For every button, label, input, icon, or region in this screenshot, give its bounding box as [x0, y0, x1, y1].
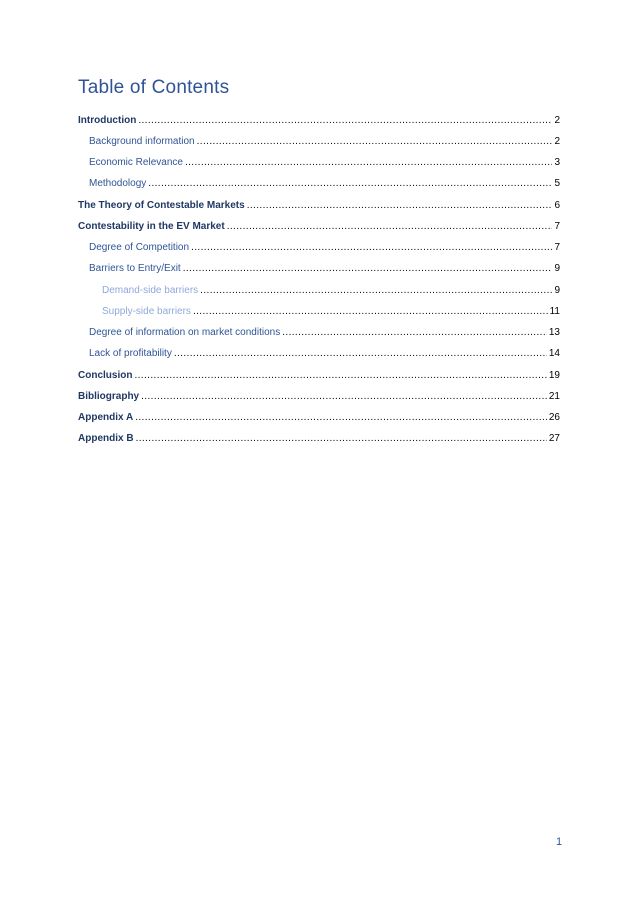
toc-entry-title[interactable]: Introduction: [78, 114, 137, 126]
toc-leader: [197, 136, 553, 148]
toc-heading: Table of Contents: [78, 77, 230, 98]
toc-entry[interactable]: [78, 429, 560, 450]
toc-entry[interactable]: [78, 174, 560, 195]
toc-leader: [134, 370, 546, 382]
toc-entry-title[interactable]: Bibliography: [78, 390, 140, 402]
toc-leader: [148, 178, 552, 190]
toc-leader: [200, 285, 552, 297]
toc-leader: [227, 221, 553, 233]
toc-entry-title[interactable]: Degree of Competition: [89, 242, 190, 254]
toc-entry[interactable]: [78, 216, 560, 237]
toc-entry-page[interactable]: 9: [554, 263, 560, 275]
toc-entry[interactable]: [78, 301, 560, 322]
toc-entry-page[interactable]: 27: [548, 433, 560, 445]
page-number: 1: [555, 836, 563, 848]
toc-entry[interactable]: [78, 110, 560, 131]
toc-entry-title[interactable]: Methodology: [89, 178, 147, 190]
toc-leader: [193, 306, 548, 318]
toc-entry-page[interactable]: 9: [554, 284, 560, 296]
toc-entry-title[interactable]: Appendix B: [78, 433, 134, 445]
toc-entry-title[interactable]: Degree of information on market conditions: [89, 327, 281, 339]
toc-entry[interactable]: [78, 344, 560, 365]
toc-entry[interactable]: [78, 365, 560, 386]
toc-entry-title[interactable]: Barriers to Entry/Exit: [89, 263, 181, 275]
toc-entry-page[interactable]: 6: [554, 199, 560, 211]
toc-leader: [135, 412, 547, 424]
toc-entry-title[interactable]: Lack of profitability: [89, 348, 172, 360]
toc-entry[interactable]: [78, 238, 560, 259]
toc-leader: [282, 327, 547, 339]
toc-entry-title[interactable]: Supply-side barriers: [102, 305, 191, 317]
toc-entry-page[interactable]: 5: [554, 178, 560, 190]
toc-leader: [247, 200, 553, 212]
toc-entry[interactable]: [78, 280, 560, 301]
toc-entry-title[interactable]: Demand-side barriers: [102, 284, 199, 296]
toc-entry-title[interactable]: Background information: [89, 135, 195, 147]
toc-entry[interactable]: [78, 195, 560, 216]
toc-entry[interactable]: [78, 131, 560, 152]
toc-entry-title[interactable]: The Theory of Contestable Markets: [78, 199, 245, 211]
toc-leader: [183, 263, 553, 275]
toc-entry[interactable]: [78, 323, 560, 344]
toc-entry-page[interactable]: 11: [549, 305, 560, 317]
toc-entry-page[interactable]: 3: [554, 157, 560, 169]
toc-list: [78, 110, 560, 450]
toc-entry-page[interactable]: 7: [554, 220, 560, 232]
toc-entry-title[interactable]: Economic Relevance: [89, 157, 183, 169]
toc-leader: [141, 391, 547, 403]
toc-leader: [136, 433, 547, 445]
toc-entry-page[interactable]: 13: [548, 327, 560, 339]
toc-entry-title[interactable]: Conclusion: [78, 369, 133, 381]
toc-leader: [174, 348, 547, 360]
toc-entry-page[interactable]: 14: [548, 348, 560, 360]
toc-leader: [191, 242, 552, 254]
toc-entry-title[interactable]: Contestability in the EV Market: [78, 220, 225, 232]
toc-entry-page[interactable]: 21: [548, 390, 560, 402]
toc-entry[interactable]: [78, 153, 560, 174]
toc-leader: [138, 115, 552, 127]
toc-leader: [185, 157, 553, 169]
toc-entry-page[interactable]: 2: [554, 135, 560, 147]
toc-entry-page[interactable]: 26: [548, 412, 560, 424]
toc-entry-page[interactable]: 19: [548, 369, 560, 381]
toc-entry[interactable]: [78, 386, 560, 407]
toc-entry-title[interactable]: Appendix A: [78, 412, 134, 424]
toc-entry-page[interactable]: 2: [554, 114, 560, 126]
toc-entry-page[interactable]: 7: [554, 242, 560, 254]
toc-entry[interactable]: [78, 408, 560, 429]
toc-entry[interactable]: [78, 259, 560, 280]
